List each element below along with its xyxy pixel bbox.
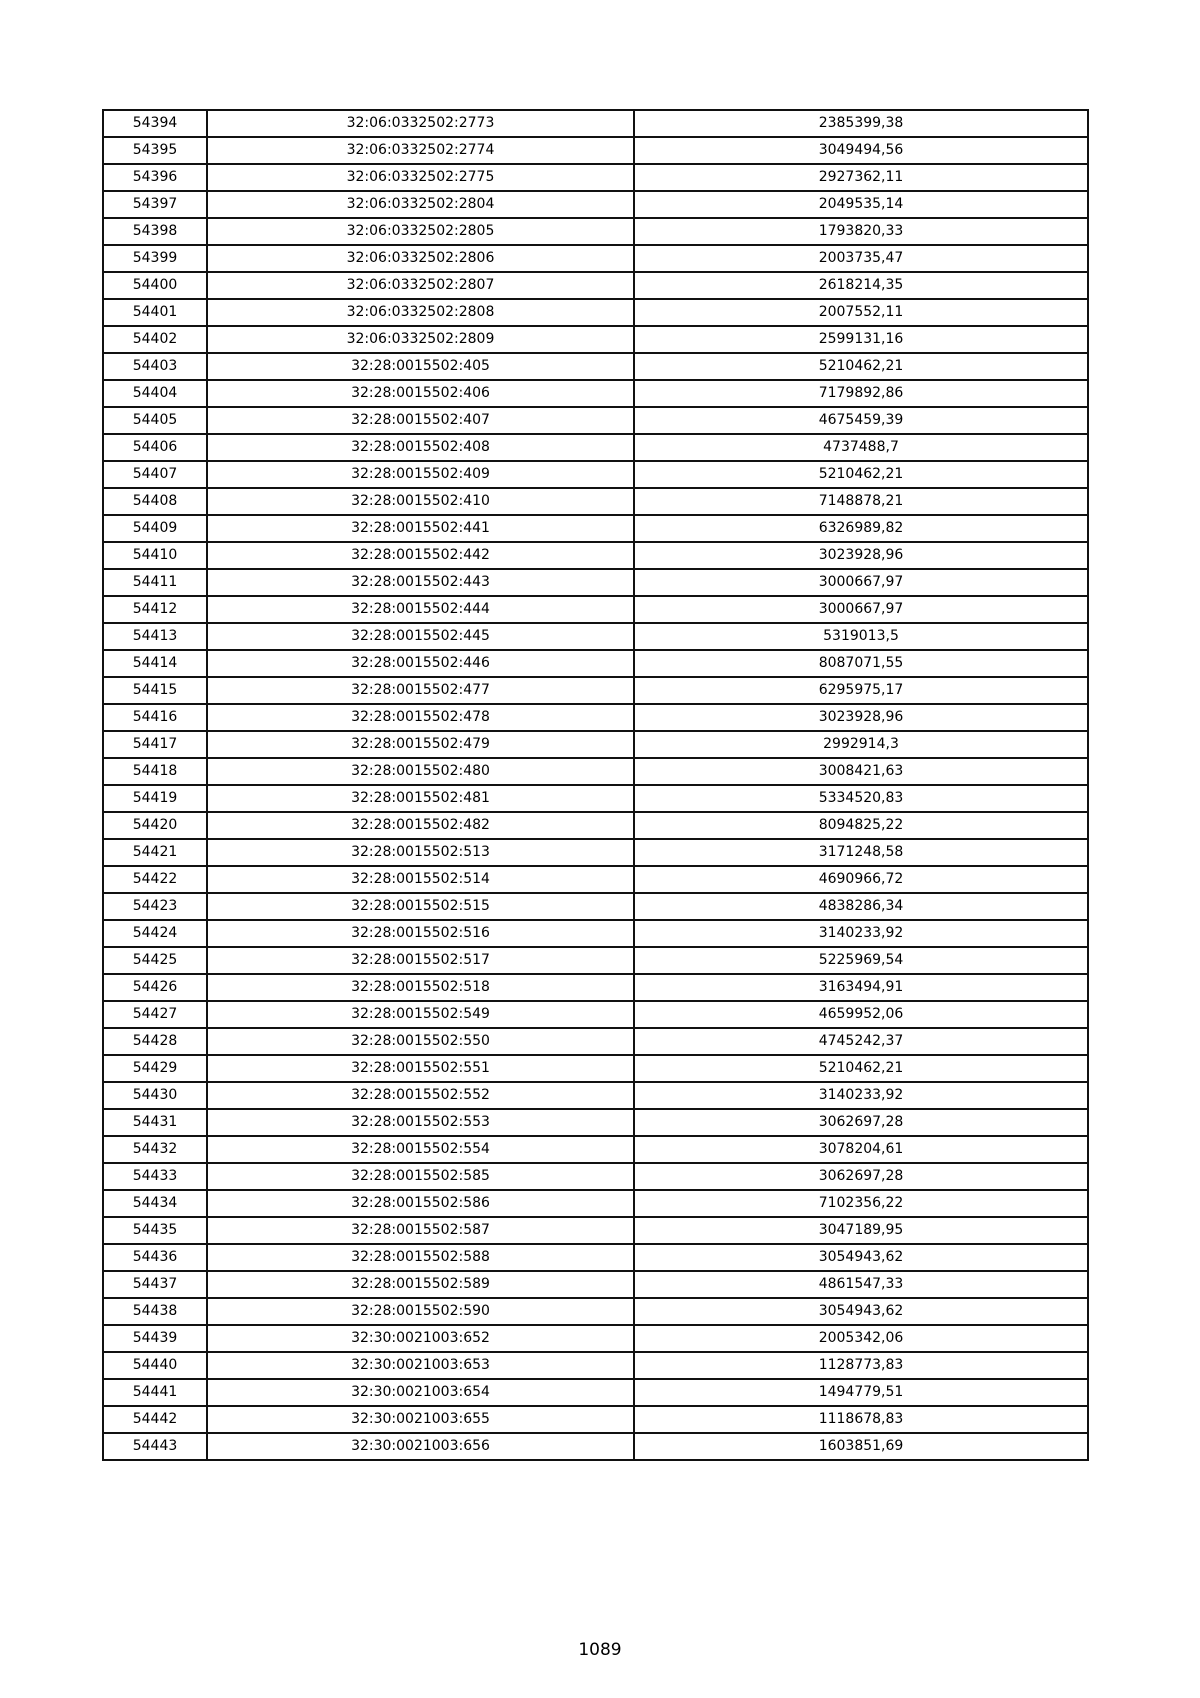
cadastral-number-cell: 32:28:0015502:406 (207, 380, 634, 407)
cadastral-number-cell: 32:28:0015502:444 (207, 596, 634, 623)
value-cell: 3008421,63 (634, 758, 1088, 785)
cadastral-number-cell: 32:28:0015502:410 (207, 488, 634, 515)
value-cell: 5319013,5 (634, 623, 1088, 650)
record-number-cell: 54431 (103, 1109, 207, 1136)
table-row (103, 461, 1088, 488)
record-number-cell: 54428 (103, 1028, 207, 1055)
cadastral-number-cell: 32:06:0332502:2809 (207, 326, 634, 353)
record-number-cell: 54415 (103, 677, 207, 704)
record-number-cell: 54413 (103, 623, 207, 650)
cadastral-number-cell: 32:28:0015502:481 (207, 785, 634, 812)
value-cell: 4745242,37 (634, 1028, 1088, 1055)
cadastral-number-cell: 32:28:0015502:589 (207, 1271, 634, 1298)
value-cell: 3054943,62 (634, 1244, 1088, 1271)
record-number-cell: 54426 (103, 974, 207, 1001)
table-row (103, 731, 1088, 758)
record-number-cell: 54412 (103, 596, 207, 623)
record-number-cell: 54419 (103, 785, 207, 812)
record-number-cell: 54403 (103, 353, 207, 380)
value-cell: 2618214,35 (634, 272, 1088, 299)
cadastral-number-cell: 32:28:0015502:445 (207, 623, 634, 650)
value-cell: 6295975,17 (634, 677, 1088, 704)
record-number-cell: 54411 (103, 569, 207, 596)
table-row (103, 758, 1088, 785)
value-cell: 3140233,92 (634, 920, 1088, 947)
cadastral-number-cell: 32:28:0015502:554 (207, 1136, 634, 1163)
value-cell: 5210462,21 (634, 353, 1088, 380)
value-cell: 3054943,62 (634, 1298, 1088, 1325)
table-row (103, 353, 1088, 380)
record-number-cell: 54429 (103, 1055, 207, 1082)
value-cell: 6326989,82 (634, 515, 1088, 542)
record-number-cell: 54395 (103, 137, 207, 164)
cadastral-number-cell: 32:28:0015502:407 (207, 407, 634, 434)
table-row (103, 974, 1088, 1001)
cadastral-number-cell: 32:28:0015502:517 (207, 947, 634, 974)
table-row (103, 245, 1088, 272)
record-number-cell: 54420 (103, 812, 207, 839)
value-cell: 3023928,96 (634, 542, 1088, 569)
record-number-cell: 54402 (103, 326, 207, 353)
record-number-cell: 54430 (103, 1082, 207, 1109)
page-number: 1089 (578, 1640, 622, 1660)
record-number-cell: 54433 (103, 1163, 207, 1190)
cadastral-number-cell: 32:28:0015502:588 (207, 1244, 634, 1271)
cadastral-number-cell: 32:06:0332502:2774 (207, 137, 634, 164)
value-cell: 7102356,22 (634, 1190, 1088, 1217)
cadastral-number-cell: 32:28:0015502:552 (207, 1082, 634, 1109)
record-number-cell: 54416 (103, 704, 207, 731)
cadastral-number-cell: 32:28:0015502:479 (207, 731, 634, 758)
value-cell: 3062697,28 (634, 1163, 1088, 1190)
value-cell: 1494779,51 (634, 1379, 1088, 1406)
table-row (103, 272, 1088, 299)
record-number-cell: 54401 (103, 299, 207, 326)
value-cell: 3062697,28 (634, 1109, 1088, 1136)
record-number-cell: 54434 (103, 1190, 207, 1217)
value-cell: 4675459,39 (634, 407, 1088, 434)
table-row (103, 1055, 1088, 1082)
record-number-cell: 54405 (103, 407, 207, 434)
record-number-cell: 54422 (103, 866, 207, 893)
cadastral-number-cell: 32:28:0015502:405 (207, 353, 634, 380)
cadastral-number-cell: 32:28:0015502:478 (207, 704, 634, 731)
table-row (103, 1163, 1088, 1190)
record-number-cell: 54443 (103, 1433, 207, 1460)
cadastral-number-cell: 32:30:0021003:655 (207, 1406, 634, 1433)
table-row (103, 893, 1088, 920)
cadastral-number-cell: 32:28:0015502:553 (207, 1109, 634, 1136)
value-cell: 5334520,83 (634, 785, 1088, 812)
value-cell: 5225969,54 (634, 947, 1088, 974)
record-number-cell: 54409 (103, 515, 207, 542)
value-cell: 2007552,11 (634, 299, 1088, 326)
value-cell: 1793820,33 (634, 218, 1088, 245)
cadastral-number-cell: 32:06:0332502:2806 (207, 245, 634, 272)
value-cell: 2992914,3 (634, 731, 1088, 758)
value-cell: 2385399,38 (634, 110, 1088, 137)
value-cell: 2599131,16 (634, 326, 1088, 353)
cadastral-number-cell: 32:06:0332502:2805 (207, 218, 634, 245)
table-row (103, 677, 1088, 704)
cadastral-number-cell: 32:28:0015502:587 (207, 1217, 634, 1244)
cadastral-number-cell: 32:28:0015502:551 (207, 1055, 634, 1082)
table-row (103, 1325, 1088, 1352)
value-cell: 1128773,83 (634, 1352, 1088, 1379)
table-row (103, 1244, 1088, 1271)
value-cell: 4838286,34 (634, 893, 1088, 920)
table-row (103, 1190, 1088, 1217)
record-number-cell: 54418 (103, 758, 207, 785)
cadastral-number-cell: 32:28:0015502:514 (207, 866, 634, 893)
cadastral-number-cell: 32:28:0015502:515 (207, 893, 634, 920)
value-cell: 1603851,69 (634, 1433, 1088, 1460)
table-row (103, 1001, 1088, 1028)
cadastral-number-cell: 32:28:0015502:409 (207, 461, 634, 488)
cadastral-number-cell: 32:28:0015502:441 (207, 515, 634, 542)
cadastral-number-cell: 32:06:0332502:2804 (207, 191, 634, 218)
record-number-cell: 54440 (103, 1352, 207, 1379)
value-cell: 3047189,95 (634, 1217, 1088, 1244)
record-number-cell: 54408 (103, 488, 207, 515)
table-row (103, 839, 1088, 866)
table-body (103, 110, 1088, 1460)
record-number-cell: 54432 (103, 1136, 207, 1163)
table-row (103, 812, 1088, 839)
table-row (103, 1298, 1088, 1325)
cadastral-number-cell: 32:28:0015502:586 (207, 1190, 634, 1217)
table-row (103, 407, 1088, 434)
value-cell: 5210462,21 (634, 461, 1088, 488)
record-number-cell: 54394 (103, 110, 207, 137)
table-row (103, 785, 1088, 812)
value-cell: 7179892,86 (634, 380, 1088, 407)
cadastral-number-cell: 32:30:0021003:654 (207, 1379, 634, 1406)
table-row (103, 569, 1088, 596)
table-row (103, 1352, 1088, 1379)
value-cell: 3023928,96 (634, 704, 1088, 731)
value-cell: 1118678,83 (634, 1406, 1088, 1433)
table-row (103, 299, 1088, 326)
table-row (103, 542, 1088, 569)
record-number-cell: 54441 (103, 1379, 207, 1406)
cadastral-number-cell: 32:30:0021003:652 (207, 1325, 634, 1352)
cadastral-number-cell: 32:28:0015502:518 (207, 974, 634, 1001)
value-cell: 3000667,97 (634, 569, 1088, 596)
table-row (103, 164, 1088, 191)
table-row (103, 380, 1088, 407)
cadastral-number-cell: 32:28:0015502:443 (207, 569, 634, 596)
record-number-cell: 54400 (103, 272, 207, 299)
cadastral-number-cell: 32:28:0015502:442 (207, 542, 634, 569)
value-cell: 2005342,06 (634, 1325, 1088, 1352)
cadastral-number-cell: 32:30:0021003:653 (207, 1352, 634, 1379)
value-cell: 3000667,97 (634, 596, 1088, 623)
table-row (103, 191, 1088, 218)
value-cell: 8087071,55 (634, 650, 1088, 677)
value-cell: 3171248,58 (634, 839, 1088, 866)
record-number-cell: 54397 (103, 191, 207, 218)
value-cell: 4690966,72 (634, 866, 1088, 893)
record-number-cell: 54407 (103, 461, 207, 488)
value-cell: 2927362,11 (634, 164, 1088, 191)
record-number-cell: 54396 (103, 164, 207, 191)
record-number-cell: 54436 (103, 1244, 207, 1271)
value-cell: 3078204,61 (634, 1136, 1088, 1163)
record-number-cell: 54438 (103, 1298, 207, 1325)
table-row (103, 110, 1088, 137)
cadastral-number-cell: 32:28:0015502:585 (207, 1163, 634, 1190)
value-cell: 5210462,21 (634, 1055, 1088, 1082)
table-row (103, 488, 1088, 515)
table-row (103, 326, 1088, 353)
table-row (103, 920, 1088, 947)
value-cell: 3163494,91 (634, 974, 1088, 1001)
cadastral-number-cell: 32:28:0015502:516 (207, 920, 634, 947)
cadastral-number-cell: 32:06:0332502:2807 (207, 272, 634, 299)
table-row (103, 1406, 1088, 1433)
value-cell: 7148878,21 (634, 488, 1088, 515)
table-row (103, 434, 1088, 461)
cadastral-number-cell: 32:28:0015502:482 (207, 812, 634, 839)
record-number-cell: 54398 (103, 218, 207, 245)
table-row (103, 1082, 1088, 1109)
table-row (103, 1109, 1088, 1136)
table-row (103, 623, 1088, 650)
table-row (103, 1271, 1088, 1298)
cadastral-number-cell: 32:28:0015502:446 (207, 650, 634, 677)
cadastral-number-cell: 32:28:0015502:513 (207, 839, 634, 866)
table-row (103, 515, 1088, 542)
value-cell: 2049535,14 (634, 191, 1088, 218)
record-number-cell: 54410 (103, 542, 207, 569)
record-number-cell: 54399 (103, 245, 207, 272)
record-number-cell: 54437 (103, 1271, 207, 1298)
table-row (103, 596, 1088, 623)
cadastral-number-cell: 32:28:0015502:549 (207, 1001, 634, 1028)
record-number-cell: 54414 (103, 650, 207, 677)
value-cell: 4861547,33 (634, 1271, 1088, 1298)
record-number-cell: 54442 (103, 1406, 207, 1433)
cadastral-number-cell: 32:28:0015502:408 (207, 434, 634, 461)
record-number-cell: 54404 (103, 380, 207, 407)
table-row (103, 704, 1088, 731)
table-row (103, 218, 1088, 245)
cadastral-number-cell: 32:28:0015502:480 (207, 758, 634, 785)
table-row (103, 866, 1088, 893)
record-number-cell: 54417 (103, 731, 207, 758)
record-number-cell: 54425 (103, 947, 207, 974)
table-row (103, 1433, 1088, 1460)
table-row (103, 650, 1088, 677)
cadastral-number-cell: 32:28:0015502:550 (207, 1028, 634, 1055)
record-number-cell: 54427 (103, 1001, 207, 1028)
value-cell: 4659952,06 (634, 1001, 1088, 1028)
cadastral-number-cell: 32:28:0015502:477 (207, 677, 634, 704)
cadastral-number-cell: 32:06:0332502:2773 (207, 110, 634, 137)
record-number-cell: 54421 (103, 839, 207, 866)
cadastral-number-cell: 32:30:0021003:656 (207, 1433, 634, 1460)
table-row (103, 1379, 1088, 1406)
record-number-cell: 54424 (103, 920, 207, 947)
record-number-cell: 54406 (103, 434, 207, 461)
cadastral-number-cell: 32:28:0015502:590 (207, 1298, 634, 1325)
table-row (103, 137, 1088, 164)
table-row (103, 1028, 1088, 1055)
value-cell: 3140233,92 (634, 1082, 1088, 1109)
value-cell: 4737488,7 (634, 434, 1088, 461)
record-number-cell: 54439 (103, 1325, 207, 1352)
value-cell: 3049494,56 (634, 137, 1088, 164)
record-number-cell: 54423 (103, 893, 207, 920)
value-cell: 2003735,47 (634, 245, 1088, 272)
record-number-cell: 54435 (103, 1217, 207, 1244)
cadastral-number-cell: 32:06:0332502:2808 (207, 299, 634, 326)
cadastral-number-cell: 32:06:0332502:2775 (207, 164, 634, 191)
table-row (103, 1217, 1088, 1244)
value-cell: 8094825,22 (634, 812, 1088, 839)
table-row (103, 1136, 1088, 1163)
records-table (102, 109, 1089, 1461)
table-row (103, 947, 1088, 974)
